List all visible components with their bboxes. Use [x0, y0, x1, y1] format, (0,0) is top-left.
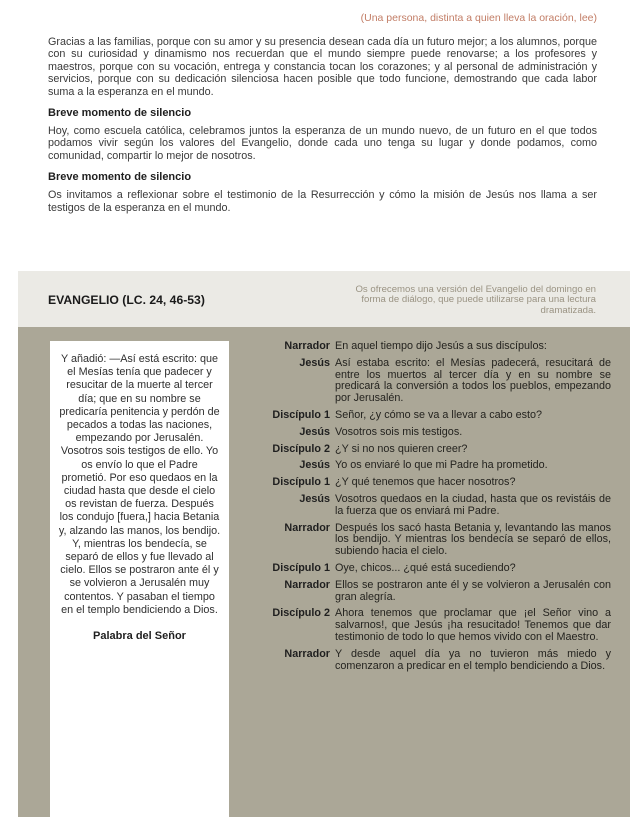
dialog-row — [247, 477, 611, 489]
dialog-speaker: Jesús — [299, 459, 330, 472]
intro-paragraph-2: Hoy, como escuela católica, celebramos juntos la esperanza de un mundo nuevo, de un futuro en el que todos podamos vivir según los valores del Evangelio, donde cada uno tenga su lugar y donde podamos, como comunidad, compartir lo mejor de nosotros. — [48, 125, 597, 162]
dialog-row — [247, 563, 611, 575]
dialog-row — [247, 649, 611, 673]
dialog-speaker: Narrador — [284, 647, 330, 660]
evangelio-header — [18, 271, 630, 327]
intro-paragraph-1: Gracias a las familias, porque con su amor y su presencia desean cada día un futuro mejor; a los alumnos, porque con su curiosidad y dinamismo nos recuerdan que el mundo siempre puede renovarse; a los profesores y maestros, porque con su vocación, entrega y constancia tocan los corazones; y al personal de administración y servicios, porque con su dedicación silenciosa hacen posible que todo funcione, demostrando que cada labor suma a la esperanza en el mundo. — [48, 36, 597, 98]
dialog-row — [247, 410, 611, 422]
dialog-row — [247, 460, 611, 472]
dialog-speaker: Jesús — [299, 356, 330, 369]
dialog-row — [247, 580, 611, 604]
dialog-row — [247, 494, 611, 518]
evangelio-note: Os ofrecemos una versión del Evangelio del domingo en forma de diálogo, que puede utilizarse para una lectura dramatizada. — [355, 284, 596, 316]
dialog-line: Así estaba escrito: el Mesías padecerá, resucitará de entre los muertos al tercer día y en su nombre se predicará la conversión a todos los pueblos, empezando por Jerusalén. — [335, 356, 611, 405]
reader-note: (Una persona, distinta a quien lleva la oración, lee) — [360, 12, 597, 24]
intro-paragraph-3: Os invitamos a reflexionar sobre el testimonio de la Resurrección y cómo la misión de Jesús nos llama a ser testigos de la esperanza en el mundo. — [48, 189, 597, 214]
dialog-speaker: Discípulo 1 — [272, 408, 330, 421]
dialog-speaker: Narrador — [284, 578, 330, 591]
gospel-text-box — [50, 341, 229, 817]
dialog-line: Oye, chicos... ¿qué está sucediendo? — [335, 561, 516, 574]
dialog-speaker: Jesús — [299, 425, 330, 438]
dialog-speaker: Narrador — [284, 340, 330, 352]
dialog-speaker: Narrador — [284, 521, 330, 534]
dialog-speaker: Discípulo 1 — [272, 476, 330, 489]
dialog-line: Ahora tenemos que proclamar que ¡el Señor vino a salvarnos!, que Jesús ¡ha resucitado! Tenemos que dar testimonio de todo lo que hemos vivido con el Maestro. — [335, 607, 611, 643]
dialog-line: ¿Y qué tenemos que hacer nosotros? — [335, 476, 516, 489]
dialog-line: Vosotros sois mis testigos. — [335, 425, 463, 438]
dialog-row — [247, 444, 611, 456]
dialog-row — [247, 427, 611, 439]
gospel-closing: Palabra del Señor — [93, 630, 186, 643]
dialog-line: Vosotros quedaos en la ciudad, hasta que os revistáis de la fuerza que os enviará mi Padre. — [335, 492, 611, 517]
silence-heading-2: Breve momento de silencio — [48, 171, 192, 184]
dialog-line: Después los sacó hasta Betania y, levantando las manos los bendijo. Y mientras los bendecía se separó de ellos, subiendo hacia el cielo. — [335, 521, 611, 558]
dialog-line: Ellos se postraron ante él y se volvieron a Jerusalén con gran alegría. — [335, 578, 611, 603]
dialog-speaker: Discípulo 2 — [272, 607, 330, 620]
dialog-row — [247, 358, 611, 405]
dialog-list — [247, 341, 611, 677]
evangelio-body — [18, 327, 630, 817]
dialog-speaker: Jesús — [299, 492, 330, 505]
dialog-line: Yo os enviaré lo que mi Padre ha prometido. — [335, 459, 548, 472]
dialog-speaker: Discípulo 2 — [272, 442, 330, 455]
silence-heading-1: Breve momento de silencio — [48, 107, 192, 120]
evangelio-title: EVANGELIO (LC. 24, 46-53) — [48, 293, 205, 307]
intro-section — [48, 12, 597, 223]
dialog-speaker: Discípulo 1 — [272, 561, 330, 574]
dialog-row — [247, 608, 611, 643]
dialog-line: Señor, ¿y cómo se va a llevar a cabo esto? — [335, 408, 543, 421]
dialog-row — [247, 523, 611, 558]
dialog-line: En aquel tiempo dijo Jesús a sus discípulos: — [335, 340, 547, 352]
gospel-text: Y añadió: —Así está escrito: que el Mesías tenía que padecer y resucitar de la muerte al tercer día; que en su nombre se predicaría penitencia y perdón de pecados a todas las naciones, empezando por Jerusalén. Vosotros sois testigos de ello. Yo os envío lo que el Padre prometió. Por eso quedaos en la ciudad hasta que desde el cielo os revistan de fuerza. Después los condujo [fuera,] hacia Betania y, alzando las manos, los bendijo. Y, mientras los bendecía, se separó de ellos y fue llevado al cielo. Ellos se postraron ante él y se volvieron a Jerusalén muy contentos. Y pasaban el tiempo en el templo bendiciendo a Dios. — [58, 353, 221, 616]
dialog-line: ¿Y si no nos quieren creer? — [335, 442, 468, 455]
dialog-row — [247, 341, 611, 353]
dialog-line: Y desde aquel día ya no tuvieron más miedo y comenzaron a predicar en el templo bendiciendo a Dios. — [335, 647, 611, 672]
